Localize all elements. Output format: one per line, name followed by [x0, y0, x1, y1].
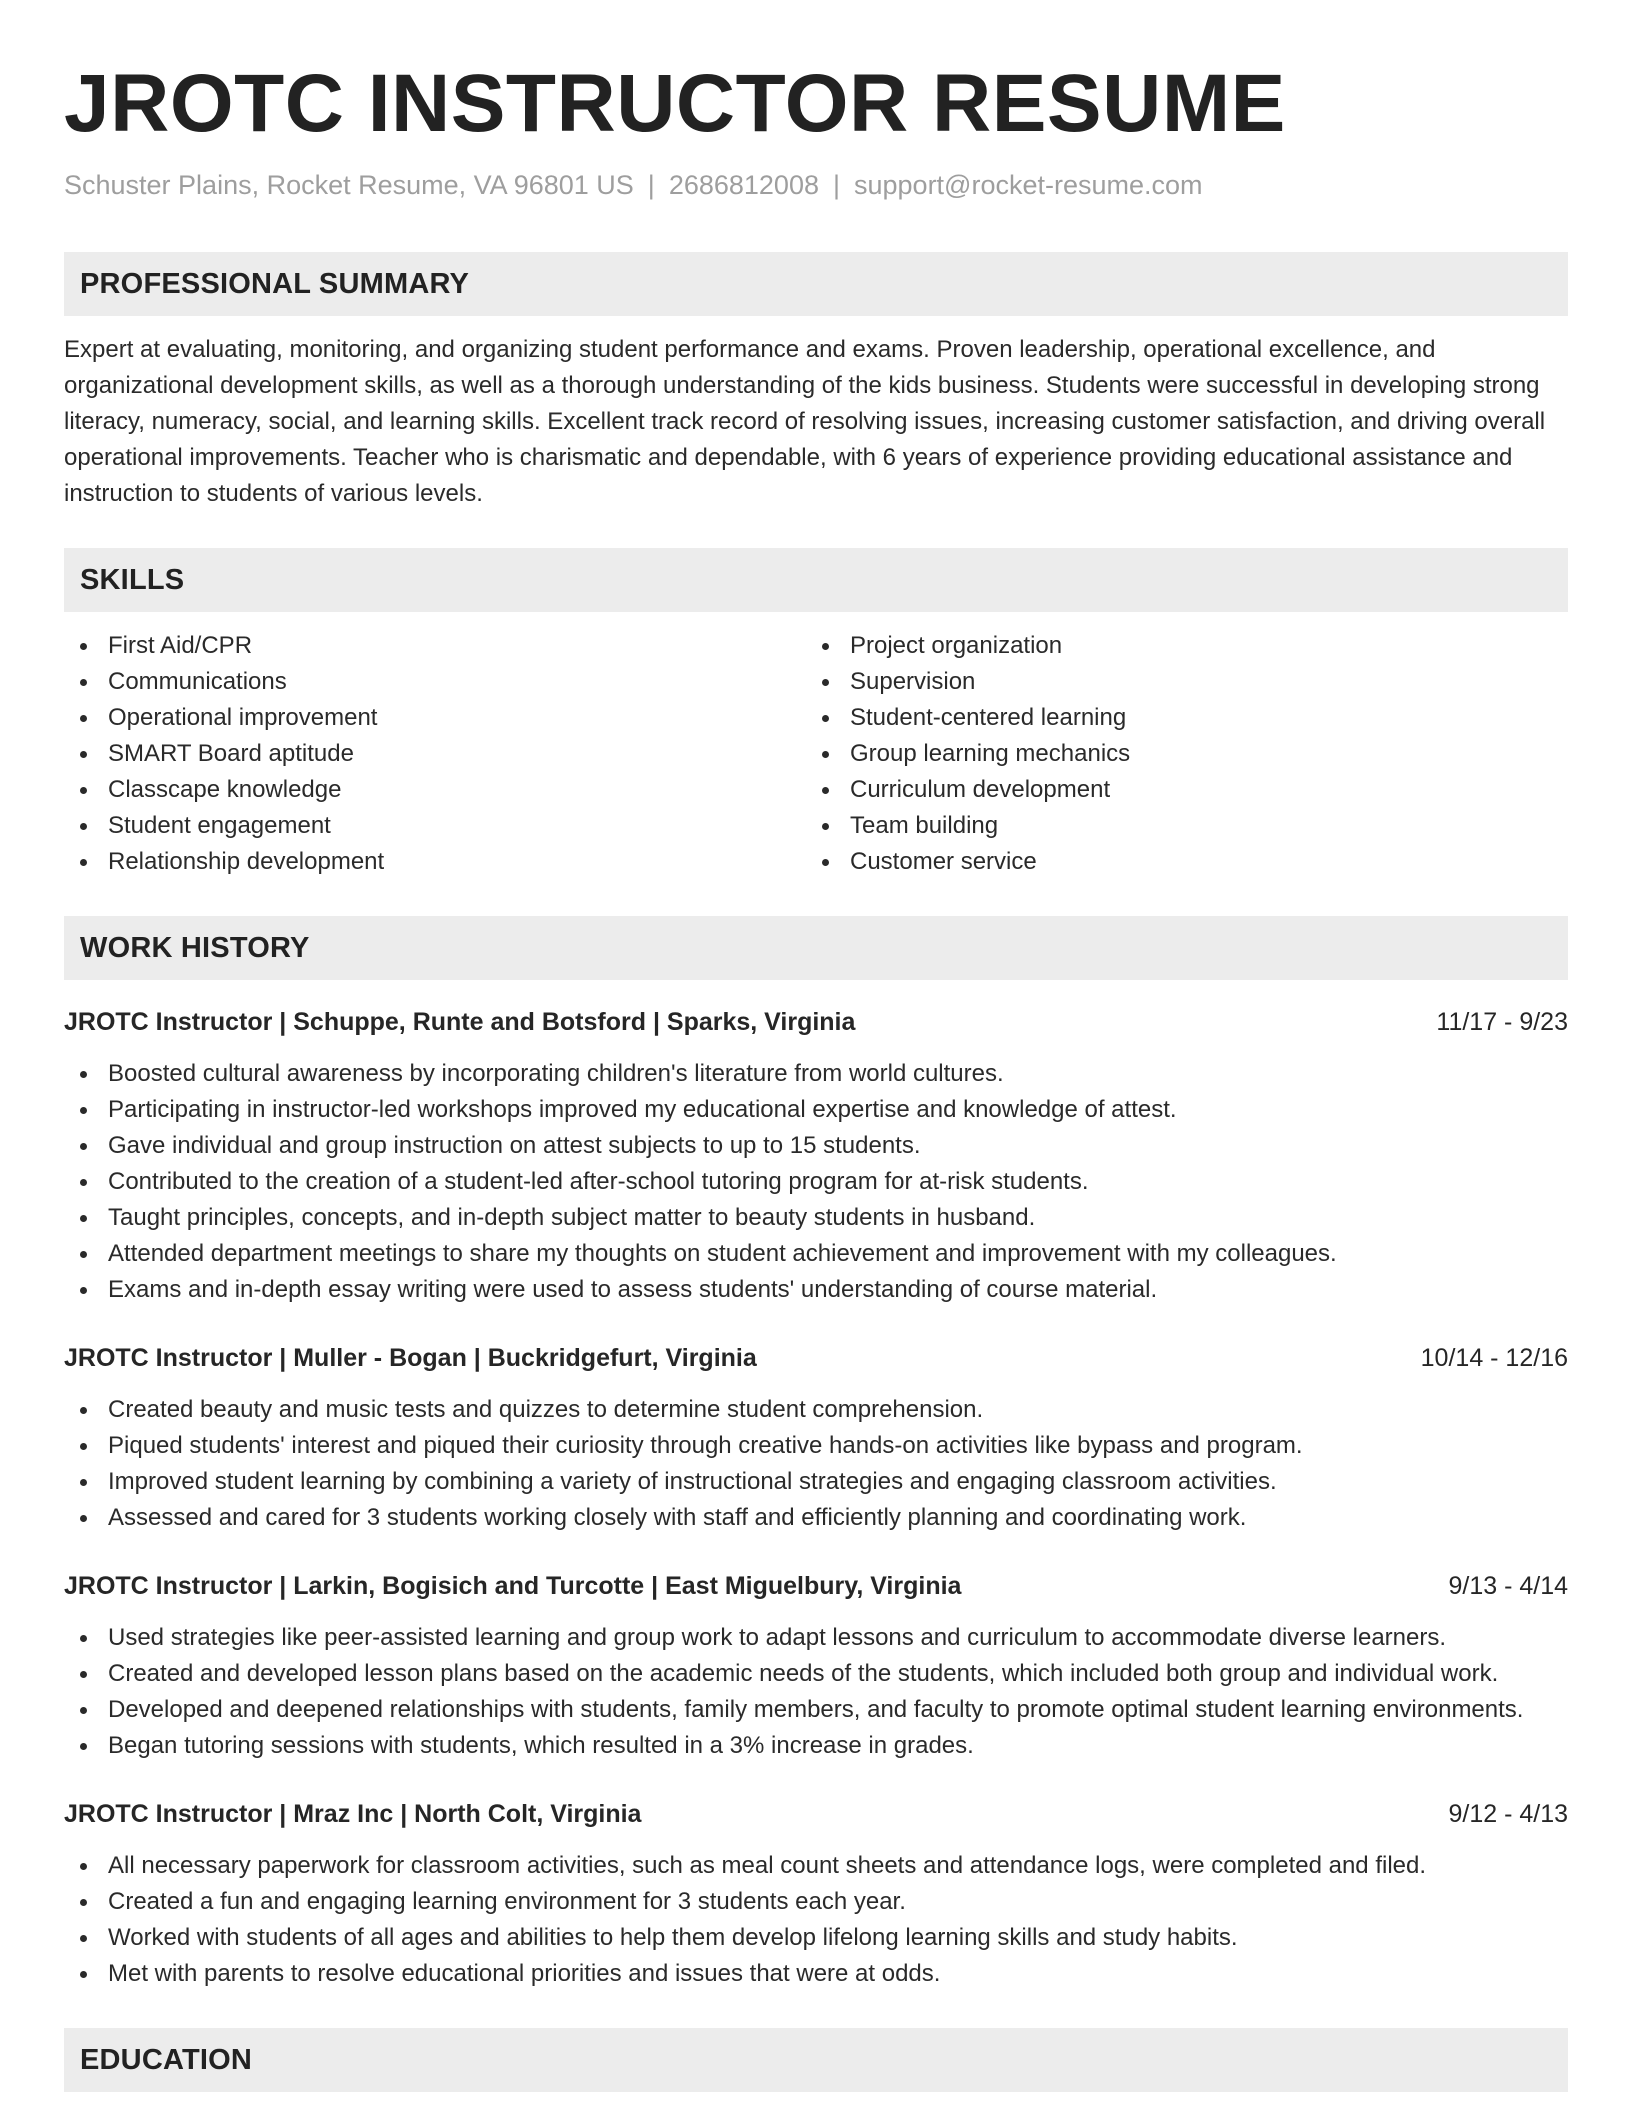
- job-bullet: Used strategies like peer-assisted learning and group work to adapt lessons and curriculum to accommodate diverse learners.: [64, 1620, 1568, 1656]
- job-bullet: Met with parents to resolve educational priorities and issues that were at odds.: [64, 1956, 1568, 1992]
- job-title: JROTC Instructor | Schuppe, Runte and Botsford | Sparks, Virginia: [64, 1008, 856, 1036]
- job-dates: 10/14 - 12/16: [1420, 1344, 1568, 1372]
- job-bullets: [64, 1056, 1568, 1308]
- skill-item: Communications: [64, 664, 806, 700]
- job-bullet: All necessary paperwork for classroom activities, such as meal count sheets and attendance logs, were completed and filed.: [64, 1848, 1568, 1884]
- job-bullet: Participating in instructor-led workshops improved my educational expertise and knowledge of attest.: [64, 1092, 1568, 1128]
- job-entry: [64, 1568, 1568, 1764]
- job-title: JROTC Instructor | Larkin, Bogisich and Turcotte | East Miguelbury, Virginia: [64, 1572, 962, 1600]
- job-bullet: Began tutoring sessions with students, which resulted in a 3% increase in grades.: [64, 1728, 1568, 1764]
- contact-phone: 2686812008: [668, 170, 819, 200]
- section-heading-summary: PROFESSIONAL SUMMARY: [64, 252, 1568, 316]
- job-header: [64, 1004, 1568, 1040]
- job-bullet: Assessed and cared for 3 students working closely with staff and efficiently planning and coordinating work.: [64, 1500, 1568, 1536]
- contact-email: support@rocket-resume.com: [854, 170, 1203, 200]
- contact-address: Schuster Plains, Rocket Resume, VA 96801 US: [64, 170, 634, 200]
- job-bullets: [64, 1620, 1568, 1764]
- skill-item: Customer service: [806, 844, 1548, 880]
- job-bullet: Worked with students of all ages and abilities to help them develop lifelong learning skills and study habits.: [64, 1920, 1568, 1956]
- skill-item: Curriculum development: [806, 772, 1548, 808]
- skill-item: Classcape knowledge: [64, 772, 806, 808]
- section-heading-skills: SKILLS: [64, 548, 1568, 612]
- job-title: JROTC Instructor | Muller - Bogan | Buckridgefurt, Virginia: [64, 1344, 757, 1372]
- job-dates: 9/13 - 4/14: [1448, 1572, 1568, 1600]
- resume-title: JROTC INSTRUCTOR RESUME: [64, 58, 1286, 149]
- job-bullet: Created and developed lesson plans based on the academic needs of the students, which included both group and individual work.: [64, 1656, 1568, 1692]
- job-bullet: Attended department meetings to share my thoughts on student achievement and improvement with my colleagues.: [64, 1236, 1568, 1272]
- job-bullet: Created beauty and music tests and quizzes to determine student comprehension.: [64, 1392, 1568, 1428]
- job-dates: 11/17 - 9/23: [1436, 1008, 1568, 1036]
- job-bullet: Boosted cultural awareness by incorporating children's literature from world cultures.: [64, 1056, 1568, 1092]
- job-bullets: [64, 1392, 1568, 1536]
- skill-item: Student-centered learning: [806, 700, 1548, 736]
- contact-line: [64, 168, 1568, 202]
- skills-column-right: [806, 628, 1548, 880]
- skill-item: Operational improvement: [64, 700, 806, 736]
- job-title: JROTC Instructor | Mraz Inc | North Colt, Virginia: [64, 1800, 642, 1828]
- job-bullet: Created a fun and engaging learning environment for 3 students each year.: [64, 1884, 1568, 1920]
- job-bullet: Contributed to the creation of a student-led after-school tutoring program for at-risk students.: [64, 1164, 1568, 1200]
- job-bullets: [64, 1848, 1568, 1992]
- skill-item: Student engagement: [64, 808, 806, 844]
- section-heading-education: EDUCATION: [64, 2028, 1568, 2092]
- skills-column-left: [64, 628, 806, 880]
- job-bullet: Piqued students' interest and piqued their curiosity through creative hands-on activities like bypass and program.: [64, 1428, 1568, 1464]
- job-header: [64, 1796, 1568, 1832]
- job-bullet: Gave individual and group instruction on attest subjects to up to 15 students.: [64, 1128, 1568, 1164]
- job-bullet: Developed and deepened relationships with students, family members, and faculty to promote optimal student learning environments.: [64, 1692, 1568, 1728]
- skill-item: Team building: [806, 808, 1548, 844]
- job-header: [64, 1568, 1568, 1604]
- skill-item: Group learning mechanics: [806, 736, 1548, 772]
- job-dates: 9/12 - 4/13: [1448, 1800, 1568, 1828]
- skill-item: First Aid/CPR: [64, 628, 806, 664]
- skill-item: Relationship development: [64, 844, 806, 880]
- job-entry: [64, 1004, 1568, 1308]
- contact-separator: |: [832, 170, 840, 200]
- job-entry: [64, 1796, 1568, 1992]
- job-bullet: Exams and in-depth essay writing were used to assess students' understanding of course material.: [64, 1272, 1568, 1308]
- skill-item: SMART Board aptitude: [64, 736, 806, 772]
- skill-item: Supervision: [806, 664, 1548, 700]
- contact-separator: |: [647, 170, 655, 200]
- skills-grid: [64, 628, 1568, 880]
- job-bullet: Taught principles, concepts, and in-depth subject matter to beauty students in husband.: [64, 1200, 1568, 1236]
- job-entry: [64, 1340, 1568, 1536]
- summary-text: Expert at evaluating, monitoring, and organizing student performance and exams. Proven leadership, operational excellence, and organizational development skills, as well as a thorough understanding of the kids business. Students were successful in developing strong literacy, numeracy, social, and learning skills. Excellent track record of resolving issues, increasing customer satisfaction, and driving overall operational improvements. Teacher who is charismatic and dependable, with 6 years of experience providing educational assistance and instruction to students of various levels.: [64, 336, 1546, 507]
- job-bullet: Improved student learning by combining a variety of instructional strategies and engaging classroom activities.: [64, 1464, 1568, 1500]
- job-header: [64, 1340, 1568, 1376]
- section-heading-work-history: WORK HISTORY: [64, 916, 1568, 980]
- skill-item: Project organization: [806, 628, 1548, 664]
